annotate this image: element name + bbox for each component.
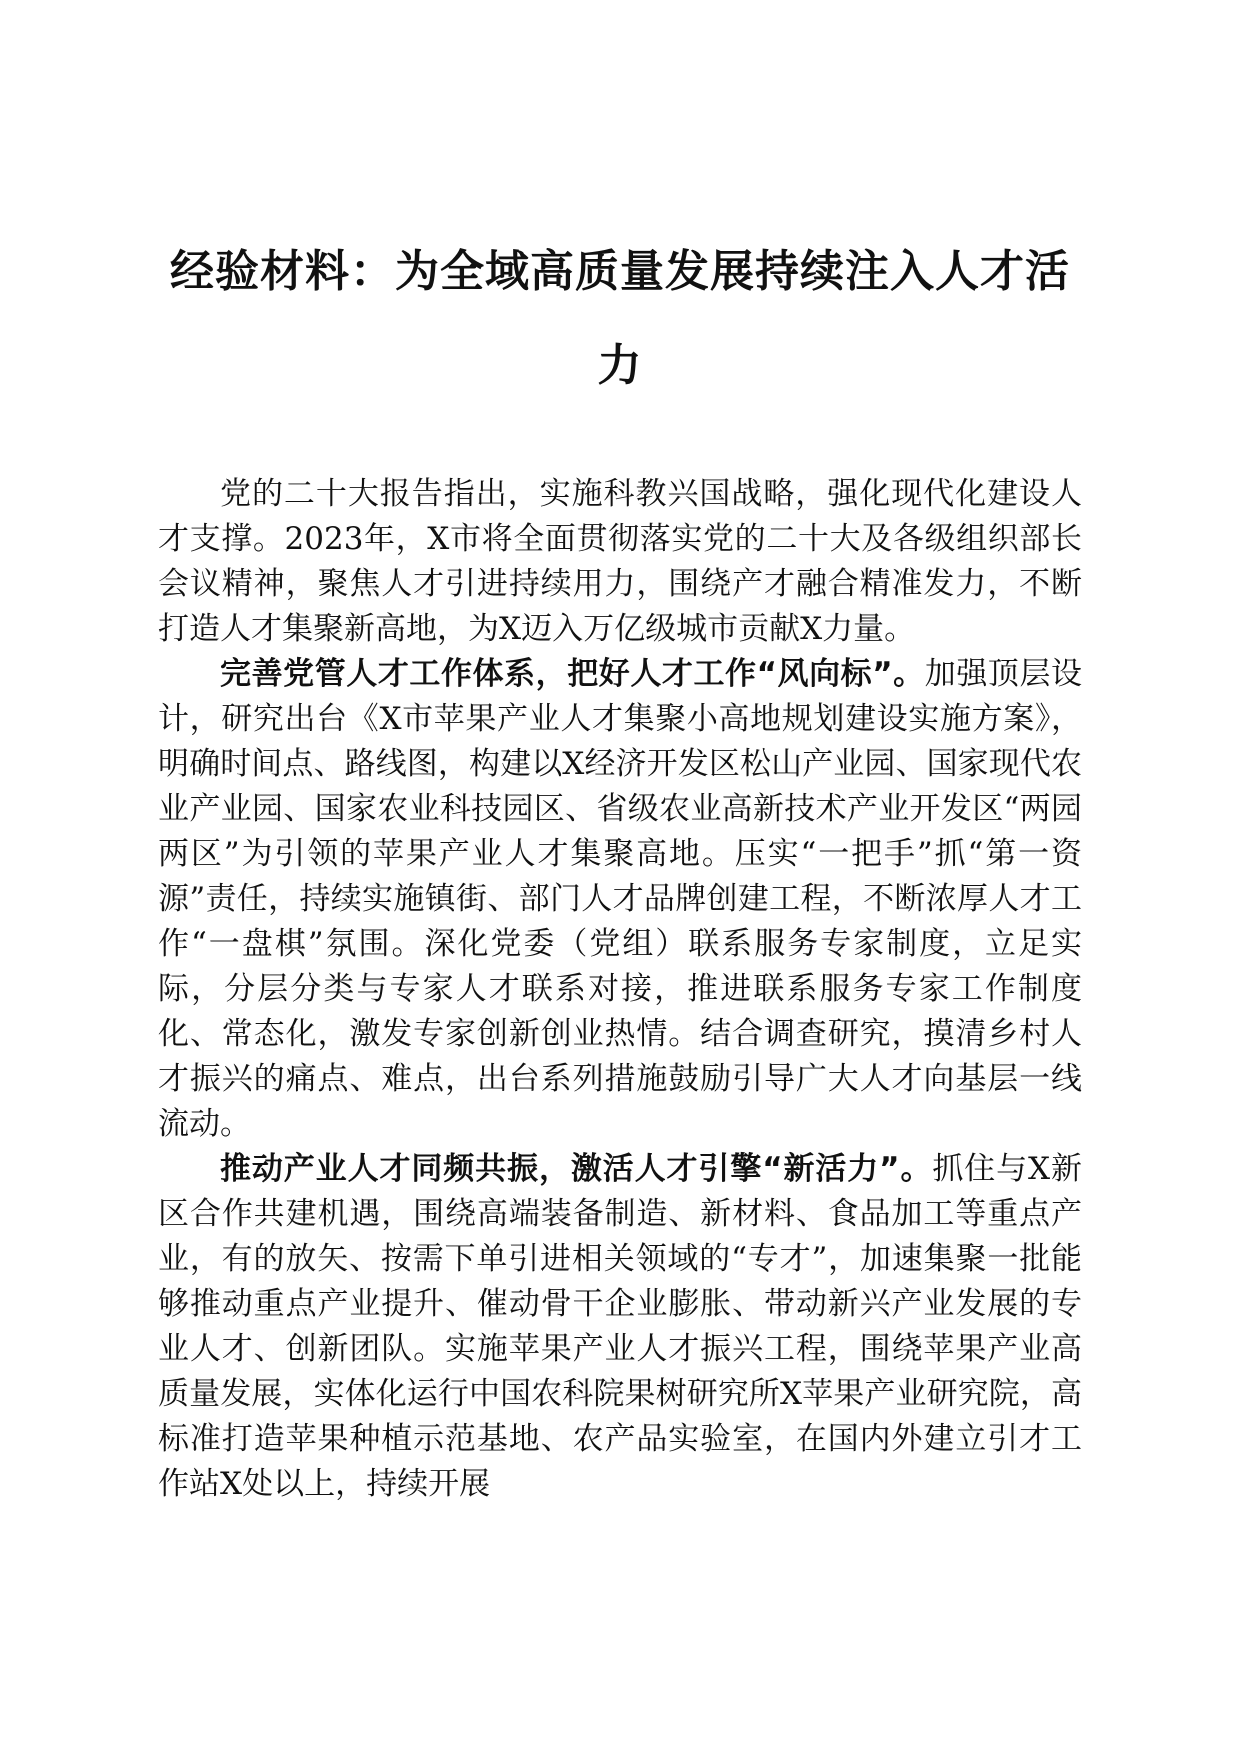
document-title: 经验材料：为全域高质量发展持续注入人才活力: [170, 246, 1070, 391]
paragraph-intro: [158, 472, 1082, 652]
paragraph-industry-talent: [158, 1147, 1082, 1507]
paragraph-lead-heading: 推动产业人才同频共振，激活人才引擎“新活力”。: [220, 1151, 933, 1187]
paragraph-lead-heading: 完善党管人才工作体系，把好人才工作“风向标”。: [220, 656, 925, 692]
document-body: [158, 472, 1082, 1507]
paragraph-text: 抓住与X新区合作共建机遇，围绕高端装备制造、新材料、食品加工等重点产业，有的放矢、按需下单引进相关领域的“专才”，加速集聚一批能够推动重点产业提升、催动骨干企业膨胀、带动新兴产业发展的专业人才、创新团队。实施苹果产业人才振兴工程，围绕苹果产业高质量发展，实体化运行中国农科院果树研究所X苹果产业研究院，高标准打造苹果种植示范基地、农产品实验室，在国内外建立引才工作站X处以上，持续开展: [158, 1151, 1082, 1502]
paragraph-talent-system: [158, 652, 1082, 1147]
paragraph-text: 加强顶层设计，研究出台《X市苹果产业人才集聚小高地规划建设实施方案》，明确时间点、路线图，构建以X经济开发区松山产业园、国家现代农业产业园、国家农业科技园区、省级农业高新技术产业开发区“两园两区”为引领的苹果产业人才集聚高地。压实“一把手”抓“第一资源”责任，持续实施镇街、部门人才品牌创建工程，不断浓厚人才工作“一盘棋”氛围。深化党委（党组）联系服务专家制度，立足实际，分层分类与专家人才联系对接，推进联系服务专家工作制度化、常态化，激发专家创新创业热情。结合调查研究，摸清乡村人才振兴的痛点、难点，出台系列措施鼓励引导广大人才向基层一线流动。: [158, 656, 1083, 1142]
paragraph-text: 党的二十大报告指出，实施科教兴国战略，强化现代化建设人才支撑。2023年，X市将全面贯彻落实党的二十大及各级组织部长会议精神，聚焦人才引进持续用力，围绕产才融合精准发力，不断打造人才集聚新高地，为X迈入万亿级城市贡献X力量。: [158, 476, 1082, 647]
